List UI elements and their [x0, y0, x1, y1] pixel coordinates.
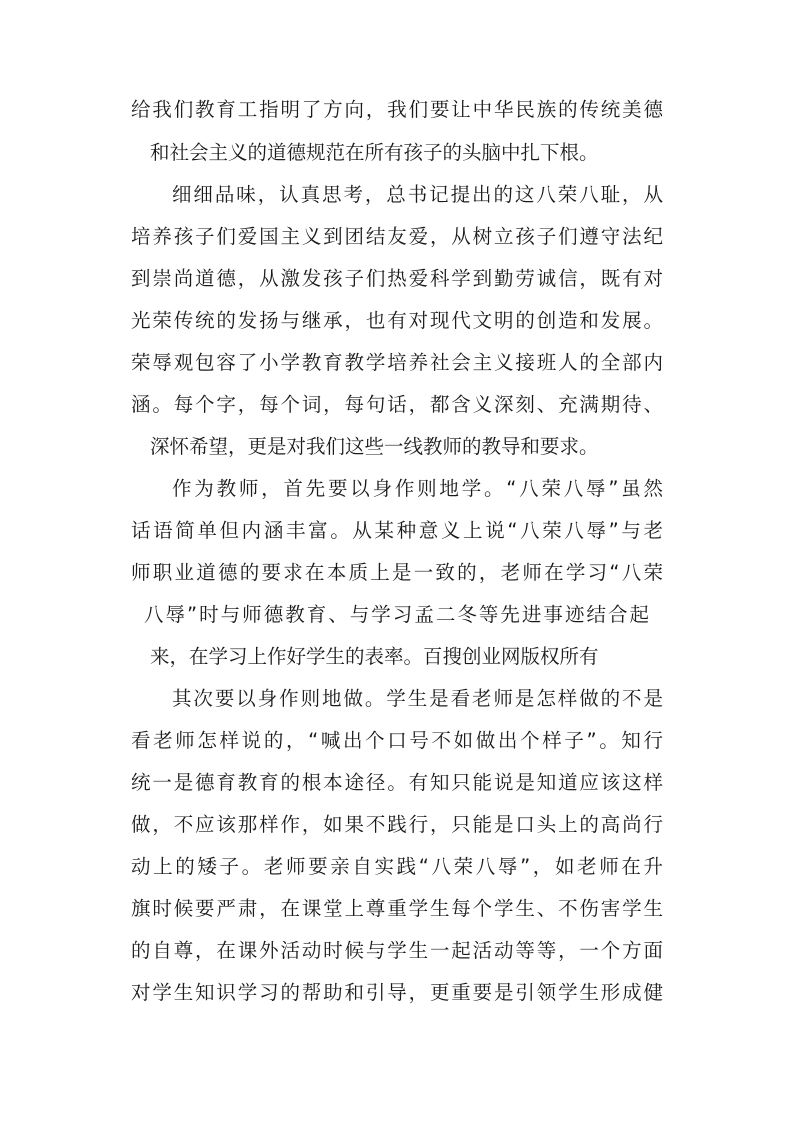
text-line: 话语简单但内涵丰富。从某种意义上说“八荣八辱”与老 [131, 519, 663, 542]
text-line: 对学生知识学习的帮助和引导，更重要是引领学生形成健 [131, 981, 663, 1004]
text-line: 培养孩子们爱国主义到团结友爱，从树立孩子们遵守法纪 [131, 225, 663, 248]
text-line: 给我们教育工指明了方向，我们要让中华民族的传统美德 [131, 98, 663, 121]
text-line: 动上的矮子。老师要亲自实践“八荣八辱”，如老师在升 [131, 855, 663, 878]
text-line: 荣辱观包容了小学教育教学培养社会主义接班人的全部内 [131, 351, 663, 374]
text-line: 深怀希望，更是对我们这些一线教师的教导和要求。 [150, 435, 599, 458]
text-line: 旗时候要严肃，在课堂上尊重学生每个学生、不伤害学生 [131, 897, 663, 920]
text-line: 八辱”时与师德教育、与学习孟二冬等先进事迹结合起 [144, 603, 649, 626]
text-line: 作为教师，首先要以身作则地学。“八荣八辱”虽然 [172, 477, 663, 500]
text-line: 做，不应该那样作，如果不践行，只能是口头上的高尚行 [131, 813, 663, 836]
text-line: 来，在学习上作好学生的表率。百搜创业网版权所有 [150, 645, 599, 668]
text-line: 师职业道德的要求在本质上是一致的，老师在学习“八荣 [131, 561, 663, 584]
text-line: 到崇尚道德，从激发孩子们热爱科学到勤劳诚信，既有对 [131, 267, 663, 290]
text-line: 涵。每个字，每个词，每句话，都含义深刻、充满期待、 [131, 393, 663, 416]
text-line: 光荣传统的发扬与继承，也有对现代文明的创造和发展。 [131, 309, 663, 332]
text-line: 的自尊，在课外活动时候与学生一起活动等等，一个方面 [131, 939, 663, 962]
text-line: 统一是德育教育的根本途径。有知只能说是知道应该这样 [131, 771, 663, 794]
text-line: 其次要以身作则地做。学生是看老师是怎样做的不是 [172, 687, 663, 710]
text-line: 和社会主义的道德规范在所有孩子的头脑中扎下根。 [150, 141, 599, 164]
text-line: 细细品味，认真思考，总书记提出的这八荣八耻，从 [172, 183, 663, 206]
text-line: 看老师怎样说的，“喊出个口号不如做出个样子”。知行 [131, 729, 663, 752]
